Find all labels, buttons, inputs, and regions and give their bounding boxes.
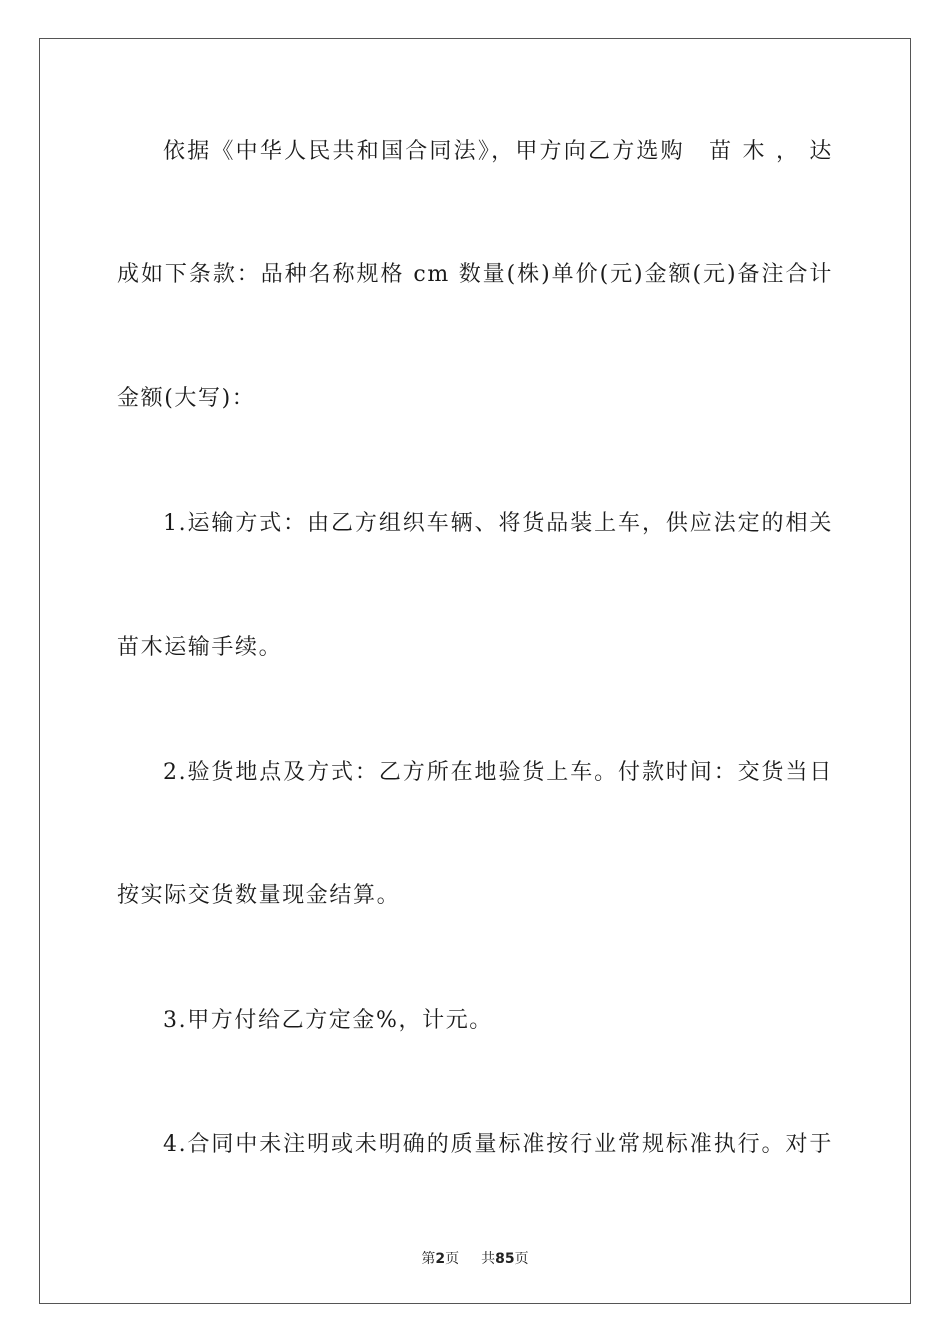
paragraph-line-5: 苗木运输手续。 — [117, 635, 283, 660]
paragraph-line-9: 4.合同中未注明或未明确的质量标准按行业常规标准执行。对于 — [163, 1132, 833, 1157]
paragraph-line-4: 1.运输方式：由乙方组织车辆、将货品装上车，供应法定的相关 — [163, 511, 833, 536]
paragraph-line-7: 按实际交货数量现金结算。 — [117, 883, 401, 908]
footer-total-prefix: 共 — [481, 1251, 496, 1267]
footer-total-suffix: 页 — [514, 1251, 529, 1267]
paragraph-line-3: 金额(大写)： — [117, 386, 256, 411]
page-border — [39, 38, 911, 1304]
footer-page-prefix: 第 — [421, 1251, 436, 1267]
page-footer — [0, 1248, 950, 1268]
footer-current-page: 2 — [435, 1251, 446, 1267]
footer-page-suffix: 页 — [445, 1251, 460, 1267]
paragraph-line-8: 3.甲方付给乙方定金%，计元。 — [163, 1008, 493, 1033]
paragraph-line-6: 2.验货地点及方式：乙方所在地验货上车。付款时间：交货当日 — [163, 760, 833, 785]
paragraph-line-1: 依据《中华人民共和国合同法》，甲方向乙方选购 苗 木 ， 达 — [163, 139, 833, 164]
paragraph-line-2: 成如下条款：品种名称规格 cm 数量(株)单价(元)金额(元)备注合计 — [117, 262, 833, 287]
footer-total-pages: 85 — [495, 1251, 515, 1267]
